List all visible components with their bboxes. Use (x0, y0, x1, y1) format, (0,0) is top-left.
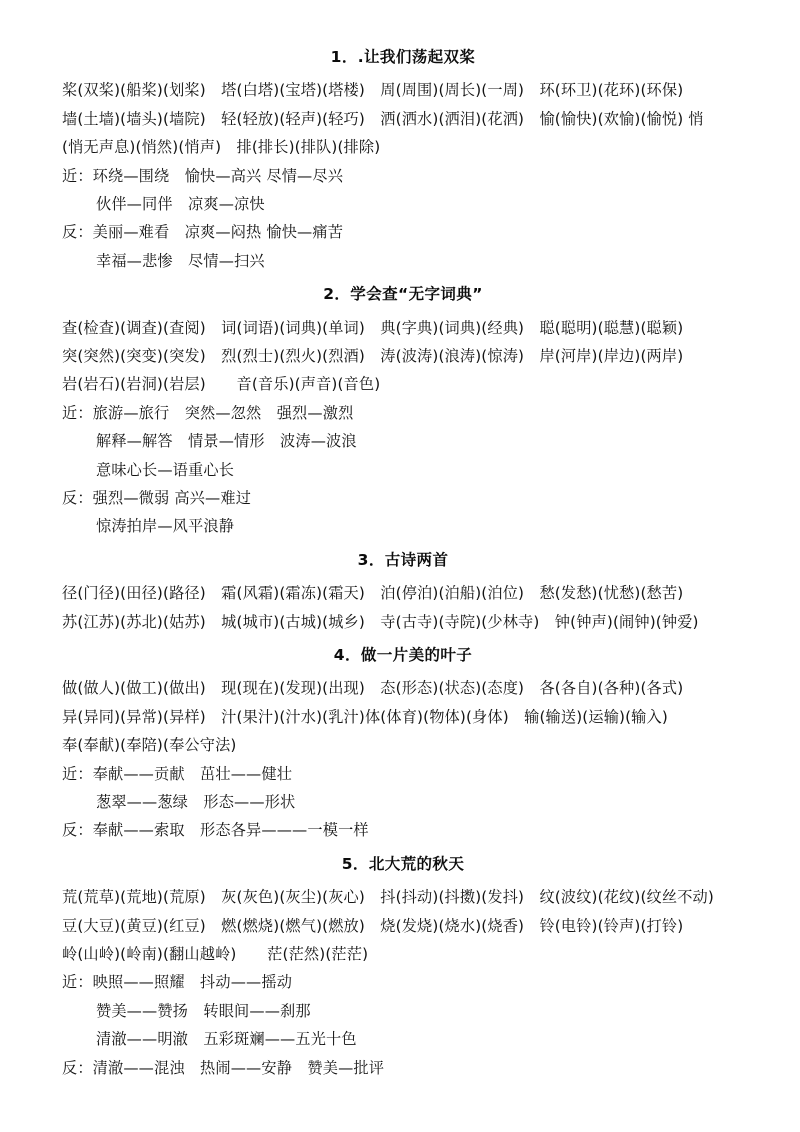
lesson-line: 赞美——赞扬 转眼间——刹那 (96, 1001, 311, 1020)
lesson-line: 岭(山岭)(岭南)(翻山越岭) 茫(茫然)(茫茫) (62, 945, 369, 964)
lesson-line: 荒(荒草)(荒地)(荒原) 灰(灰色)(灰尘)(灰心) 抖(抖动)(抖擞)(发抖) 纹(波纹)(花纹)(纹丝不动) (62, 888, 714, 907)
lesson-line: 岩(岩石)(岩洞)(岩层) 音(音乐)(声音)(音色) (62, 375, 381, 394)
lesson-title: 4．做一片美的叶子 (333, 646, 473, 665)
lesson-section (62, 646, 744, 845)
lesson-line: (悄无声息)(悄然)(悄声) 排(排长)(排队)(排除) (62, 138, 381, 157)
lesson-line: 桨(双桨)(船桨)(划桨) 塔(白塔)(宝塔)(塔楼) 周(周围)(周长)(一周) 环(环卫)(花环)(环保) (62, 81, 684, 100)
lesson-list (62, 48, 744, 1082)
lesson-line: 近：映照——照耀 抖动——摇动 (62, 973, 293, 992)
lesson-line: 解释—解答 情景—情形 波涛—波浪 (96, 432, 357, 451)
lesson-line: 反：清澈——混浊 热闹——安静 赞美—批评 (62, 1058, 385, 1077)
lesson-line: 幸福—悲惨 尽情—扫兴 (96, 251, 265, 270)
lesson-title: 1．.让我们荡起双桨 (330, 48, 476, 66)
lesson-line: 做(做人)(做工)(做出) 现(现在)(发现)(出现) 态(形态)(状态)(态度) 各(各自)(各种)(各式) (62, 679, 684, 698)
lesson-line: 近：环绕—围绕 愉快—高兴 尽情—尽兴 (62, 166, 344, 185)
lesson-line: 墙(土墙)(墙头)(墙院) 轻(轻放)(轻声)(轻巧) 洒(洒水)(洒泪)(花洒) 愉(愉快)(欢愉)(愉悦) 悄 (62, 109, 704, 128)
lesson-line: 奉(奉献)(奉陪)(奉公守法) (62, 736, 237, 755)
lesson-line: 反：美丽—难看 凉爽—闷热 愉快—痛苦 (62, 223, 344, 242)
lesson-line: 查(检查)(调查)(查阅) 词(词语)(词典)(单词) 典(字典)(词典)(经典) 聪(聪明)(聪慧)(聪颖) (62, 318, 684, 337)
lesson-section (62, 48, 744, 275)
lesson-line: 惊涛拍岸—风平浪静 (96, 517, 235, 536)
lesson-title: 5．北大荒的秋天 (341, 854, 465, 873)
lesson-line: 异(异同)(异常)(异样) 汁(果汁)(汁水)(乳汁)体(体育)(物体)(身体) 输(输送)(运输)(输入) (62, 707, 668, 726)
lesson-line: 意味心长—语重心长 (96, 460, 235, 479)
lesson-section (62, 855, 744, 1082)
lesson-line: 近：旅游—旅行 突然—忽然 强烈—激烈 (62, 403, 354, 422)
lesson-line: 近：奉献——贡献 茁壮——健壮 (62, 764, 293, 783)
lesson-line: 豆(大豆)(黄豆)(红豆) 燃(燃烧)(燃气)(燃放) 烧(发烧)(烧水)(烧香) 铃(电铃)(铃声)(打铃) (62, 916, 684, 935)
lesson-line: 突(突然)(突变)(突发) 烈(烈士)(烈火)(烈酒) 涛(波涛)(浪涛)(惊涛) 岸(河岸)(岸边)(两岸) (62, 347, 684, 365)
lesson-line: 反：强烈—微弱 高兴—难过 (62, 489, 252, 508)
lesson-section (62, 551, 744, 636)
lesson-section (62, 285, 744, 541)
lesson-line: 反：奉献——索取 形态各异———一模一样 (62, 821, 369, 840)
lesson-line: 苏(江苏)(苏北)(姑苏) 城(城市)(古城)(城乡) 寺(古寺)(寺院)(少林寺) 钟(钟声)(闹钟)(钟爱) (62, 612, 699, 631)
lesson-line: 清澈——明澈 五彩斑斓——五光十色 (96, 1030, 357, 1049)
lesson-title: 2．学会查“无字词典” (323, 285, 483, 304)
lesson-title: 3．古诗两首 (357, 550, 449, 569)
lesson-line: 径(门径)(田径)(路径) 霜(风霜)(霜冻)(霜天) 泊(停泊)(泊船)(泊位) 愁(发愁)(忧愁)(愁苦) (62, 584, 684, 603)
lesson-line: 伙伴—同伴 凉爽—凉快 (96, 195, 265, 213)
lesson-line: 葱翠——葱绿 形态——形状 (96, 793, 296, 812)
